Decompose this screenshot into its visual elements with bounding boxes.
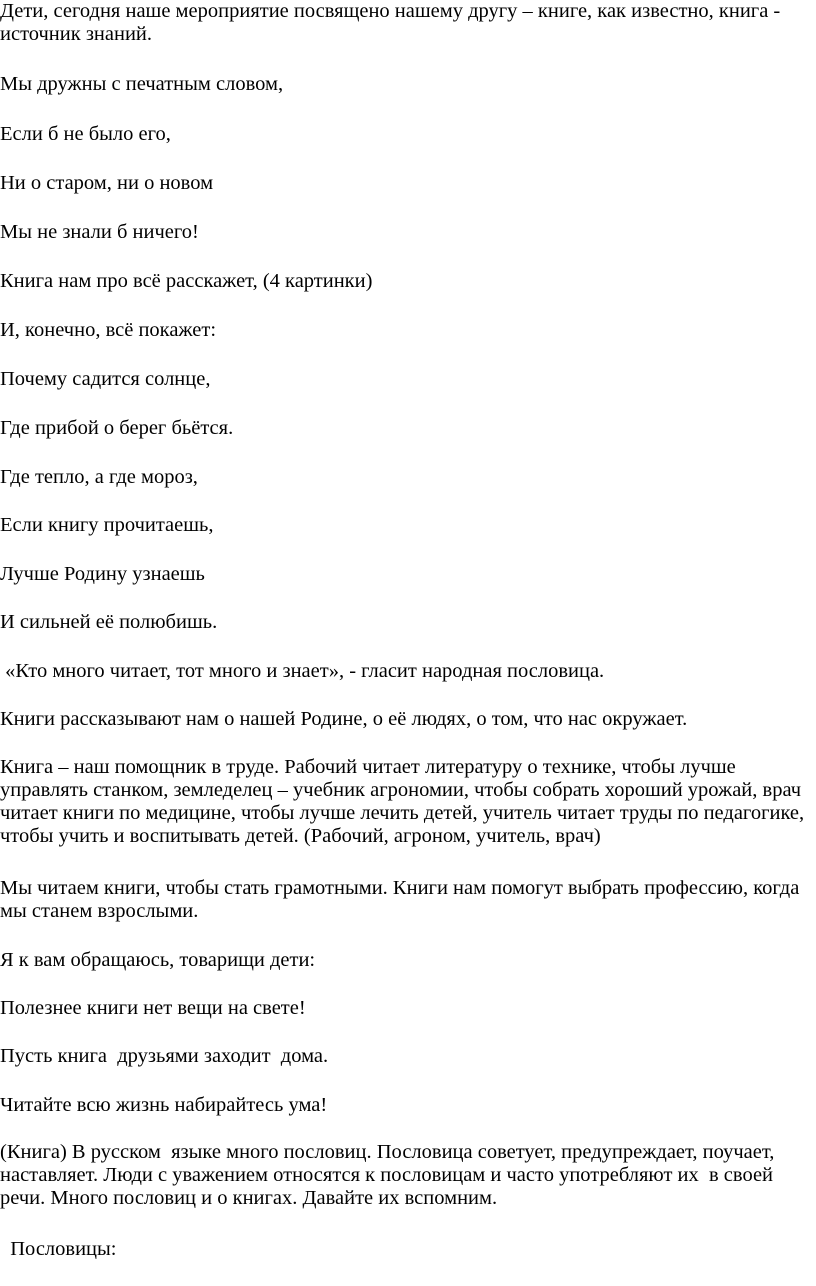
proverb-quote-paragraph: «Кто много читает, тот много и знает», - гласит народная пословица. bbox=[0, 660, 605, 682]
paragraph-intro: Дети, сегодня наше мероприятие посвящено нашему другу – книге, как известно, книга - источник знаний. bbox=[0, 0, 786, 45]
poem-line: Ни о старом, ни о новом bbox=[0, 172, 214, 194]
poem-line: Если б не было его, bbox=[0, 123, 171, 145]
poem-line: Читайте всю жизнь набирайтесь ума! bbox=[0, 1094, 328, 1116]
poem-line: Я к вам обращаюсь, товарищи дети: bbox=[0, 949, 316, 971]
poem-line: Книга нам про всё расскажет, (4 картинки) bbox=[0, 270, 373, 292]
poem-line: Где прибой о берег бьётся. bbox=[0, 417, 234, 439]
paragraph-proverbs-intro: (Книга) В русском языке много пословиц. Пословица советует, предупреждает, поучает, наставляет. Люди с уважением относятся к пословицам и часто употребляют их в своей речи. Много пословиц и о книгах. Давайте их вспомним. bbox=[0, 1141, 780, 1209]
paragraph-literacy: Мы читаем книги, чтобы стать грамотными. Книги нам помогут выбрать профессию, когда мы станем взрослыми. bbox=[0, 877, 805, 922]
poem-line: Лучше Родину узнаешь bbox=[0, 563, 205, 585]
paragraph-books-tell: Книги рассказывают нам о нашей Родине, о её людях, о том, что нас окружает. bbox=[0, 708, 688, 730]
poem-line: Мы не знали б ничего! bbox=[0, 221, 199, 243]
poem-line: И сильней её полюбишь. bbox=[0, 611, 218, 633]
section-heading-proverbs: Пословицы: bbox=[0, 1238, 117, 1260]
poem-line: Почему садится солнце, bbox=[0, 368, 211, 390]
paragraph-book-helper: Книга – наш помощник в труде. Рабочий читает литературу о технике, чтобы лучше управлять станком, земледелец – учебник агрономии, чтобы собрать хороший урожай, врач читает книги по медицине, чтобы лучше лечить детей, учитель читает труды по педагогике, чтобы учить и воспитывать детей. (Рабочий, агроном, учитель, врач) bbox=[0, 756, 810, 847]
poem-line: Мы дружны с печатным словом, bbox=[0, 73, 284, 95]
poem-line: Полезнее книги нет вещи на свете! bbox=[0, 997, 306, 1019]
poem-line: Пусть книга друзьями заходит дома. bbox=[0, 1045, 329, 1067]
poem-line: Где тепло, а где мороз, bbox=[0, 466, 198, 488]
poem-line: И, конечно, всё покажет: bbox=[0, 319, 217, 341]
poem-line: Если книгу прочитаешь, bbox=[0, 514, 214, 536]
